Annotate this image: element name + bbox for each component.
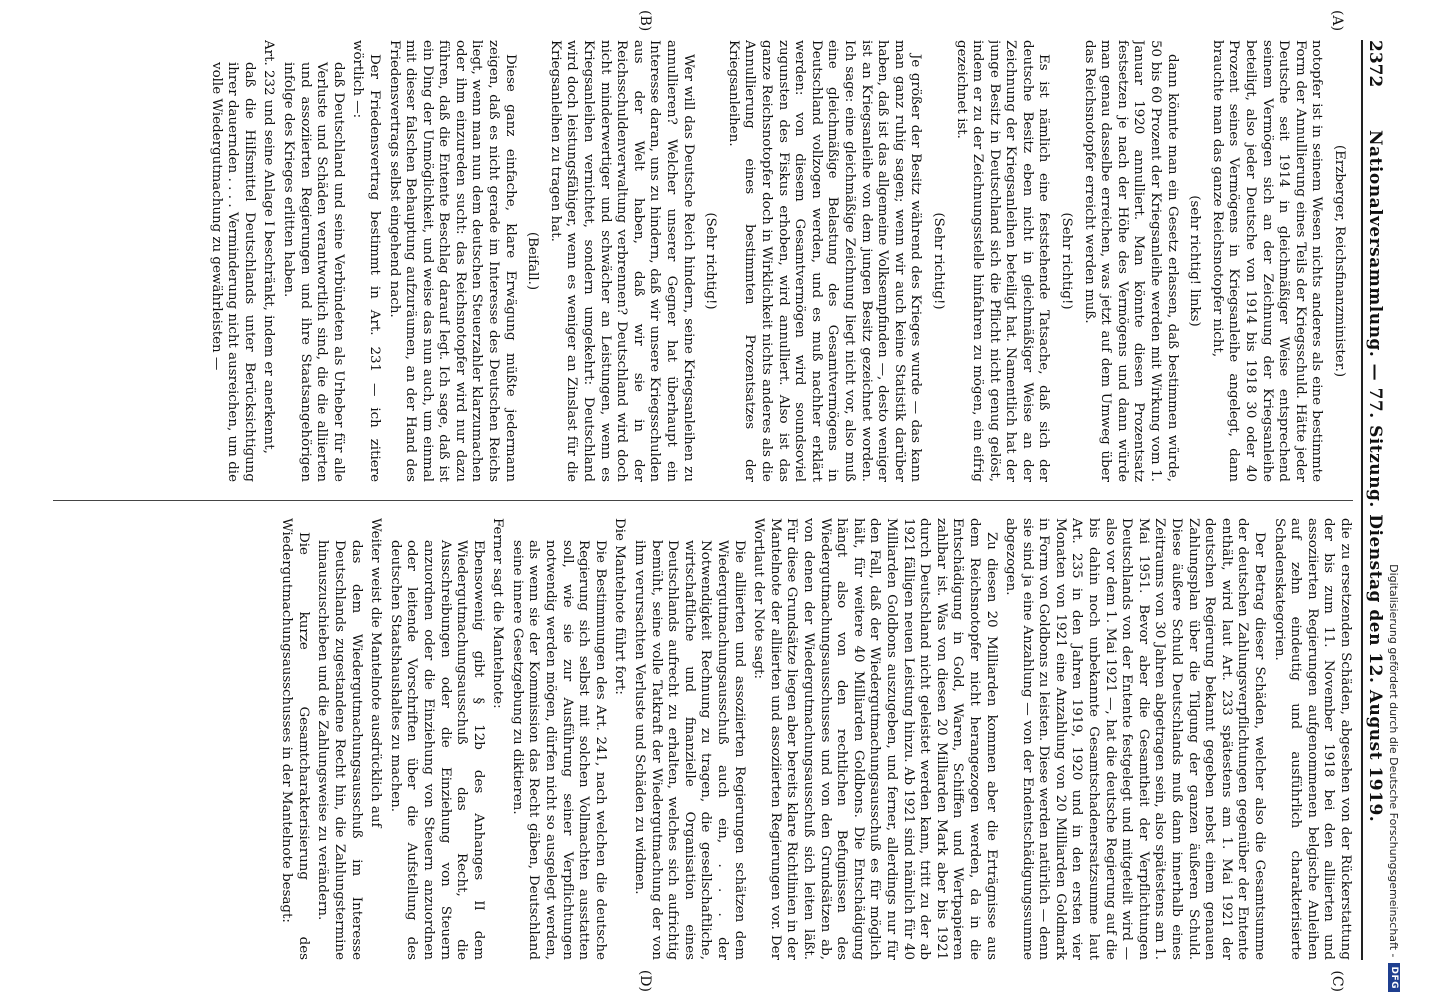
speaker-line: (Erzberger, Reichsfinanzminister.)	[1332, 144, 1347, 378]
paragraph: Diese ganz einfache, klare Erwägung müßte jedermann zeigen, daß es nicht gerade im Interesse des Deutschen Reichs liegt, wenn man nun dem deutschen Steuerzahler klarzumachen oder ihm einzureden sucht: das Reichsnotopfer wird nur dazu führen, daß die Entente Beschlag darauf legt. Ich sage, daß ist ein Ding der Unmöglichkeit, und weise das nun auch, um einmal mit dieser falschen Behauptung aufzuräumen, an der Hand des Friedensvertrags selbst eingehend nach.	[386, 40, 518, 482]
digitization-credit	[1383, 0, 1405, 1000]
interjection: (Beifall.)	[525, 231, 541, 291]
paragraph: Je größer der Besitz während des Krieges wurde — das kann man ganz ruhig sagen; wenn wir auch keine Statistik darüber haben, daß ist das allgemeine Volksempfinden —, desto weniger ist an Kriegsanleihe von dem jungen Besitz gezeichnet worden. Ich sage: eine gleichmäßige Zeichnung liegt nicht vor, also muß eine gleichmäßige Belastung des Gesamtvermögens in Deutschland vollzogen werden, und es muß nachher erklärt werden: von diesem Gesamtvermögen wird soundsoviel zugunsten des Fiskus erhoben, wird annulliert. Also ist das ganze Reichsnotopfer doch in Wirklichkeit nichts anderes als die Annullierung eines bestimmten Prozentsatzes der Kriegsanleihen.	[725, 40, 924, 482]
dfg-logo: DFG	[1388, 963, 1400, 992]
paragraph: Es ist nämlich eine feststehende Tatsache, daß sich der deutsche Besitz eben nicht in gleichmäßiger Weise an der Zeichnung der Kriegsanleihen beteiligt hat. Namentlich hat der junge Besitz in Deutschland sich die Pflicht nicht genug gelöst, indem er zu der Zeichnungsstelle hinfahren zu mögen, ein eifrig gezeichnet ist.	[953, 40, 1052, 482]
interjection: (sehr richtig! links)	[1187, 195, 1203, 327]
paragraph: Der Betrag dieser Schäden, welcher also die Gesamtsumme der deutschen Zahlungsverpflichtungen gegenüber der Entente enthält, wird laut Art. 233 spätestens am 1. Mai 1921 der deutschen Regierung bekannt gegeben nebst einem genauen Zahlungsplan über die Tilgung der ganzen äußeren Schuld. Diese äußere Schuld Deutschlands muß dann innerhalb eines Zeitraums von 30 Jahren abgetragen sein, also spätestens am 1. Mai 1951. Bevor aber die Gesamtheit der Verpflichtungen Deutschlands von der Entente festgelegt und mitgeteilt wird — also vor dem 1. Mai 1921 —, hat die deutsche Regierung auf die bis dahin noch unbekannte Gesamtschadenersatzsumme laut Art. 235 in den Jahren 1919, 1920 und in den ersten vier Monaten von 1921 eine Anzahlung von 20 Milliarden Goldmark in Form von Goldbons zu leisten. Diese werden natürlich — denn sie sind ja eine Anzahlung — von der Endentschädigungssumme abgezogen.	[1003, 518, 1268, 960]
column-divider	[53, 500, 1353, 501]
paragraph: Wer will das Deutsche Reich hindern, seine Kriegsanleihen zu annullieren? Welcher unserer Gegner hat überhaupt ein Interesse daran, uns zu hindern, daß wir unsere Kriegsschulden aus der Welt haben, daß wir sie in der Reichsschuldenverwaltung verbrennen? Deutschland wird doch nicht minderwertiger und schwächer an Leistungen, wenn es Kriegsanleihen vernichtet, sondern umgekehrt: Deutschland wird doch leistungsfähiger, wenn es weniger an Zinslast für die Kriegsanleihen zu tragen hat.	[547, 40, 696, 482]
paragraph: die zu ersetzenden Schäden, abgesehen von der Rückerstattung der bis zum 11. November 1918 bei den alliierten und assoziierten Regierungen aufgenommenen belgische Anleihen auf zehn eindeutig und ausführlich charakterisierte Schadenskategorien.	[1271, 518, 1353, 960]
page-title: Nationalversammlung. — 77. Sitzung. Dienstag den 12. August 1919.	[1365, 130, 1385, 823]
paragraph: notopfer ist in seinem Wesen nichts anderes als eine bestimmte Form der Annullierung eines Teils der Kriegsschuld. Hätte jeder Deutsche seit 1914 in gleichmäßiger Weise entsprechend seinem Vermögen sich an der Zeichnung der Kriegsanleihe beteiligt, also jeder Deutsche von 1914 bis 1918 30 oder 40 Prozent seines Vermögens in Kriegsanleihe angelegt, dann brauchte man das ganze Reichsnotopfer nicht,	[1209, 40, 1325, 482]
paragraph: dann könnte man ein Gesetz erlassen, daß bestimmen würde, 50 bis 60 Prozent der Kriegsanleihe werden mit Wirkung vom 1. Januar 1920 annulliert. Man könnte diesen Prozentsatz festsetzen je nach der Höhe des Vermögens und dann würde man genau dasselbe erreichen, was jetzt auf dem Umweg über das Reichsnotopfer erreicht werden muß.	[1081, 40, 1180, 482]
paragraph: Die Mantelnote führt fort:	[612, 518, 628, 695]
quotation: das dem Wiedergutmachungsausschuß im Interesse Deutschlands zugestandene Recht hin, die Zahlungstermine hinauszuschieben und die Zahlungsweise zu verändern.	[315, 540, 364, 960]
quotation: Ebensowenig gibt § 12b des Anhanges II dem Wiedergutmachungsausschuß das Recht, die Ausschreibungen oder die Einziehung von Steuern anzuordnen oder die Einziehung von Steuern anzuordnen oder leitende Vorschriften über die Aufstellung des deutschen Staatshaushaltes zu machen.	[387, 540, 486, 960]
paragraph: Der Friedensvertrag bestimmt in Art. 231 — ich zitiere wörtlich —:	[350, 40, 382, 482]
interjection: (Sehr richtig!)	[930, 212, 946, 310]
paragraph: Weiter weist die Mantelnote ausdrücklich auf	[368, 518, 384, 828]
quotation: Die Bestimmungen des Art. 241, nach welchen die deutsche Regierung sich selbst mit solchen Vollmachten ausstatten soll, wie sie zur Ausführung seiner Verpflichtungen notwendig werden mögen, dürfen nicht so ausgelegt werden, als wenn sie der Kommission das Recht gäben, Deutschland seine innere Gesetzgebung zu diktieren.	[509, 540, 608, 960]
paragraph: Art. 232 und seine Anlage I beschränkt, indem er anerkennt,	[261, 40, 277, 454]
text-columns	[53, 10, 1353, 992]
paragraph: Ferner sagt die Mantelnote:	[490, 518, 506, 709]
header-rule	[1361, 40, 1363, 960]
credit-text: Digitalisierung gefördert durch die Deutsche Forschungsgemeinschaft -	[1387, 564, 1401, 958]
interjection: (Sehr richtig!)	[1059, 212, 1075, 310]
margin-marker-d: (D)	[637, 969, 653, 992]
margin-marker-c: (C)	[1329, 970, 1345, 992]
quotation: daß Deutschland und seine Verbündeten als Urheber für alle Verluste und Schäden verantwortlich sind, die die alliierten und assoziierten Regierungen und ihre Staatsangehörigen infolge des Krieges erlitten haben.	[280, 62, 346, 482]
page-number: 2372	[1365, 40, 1385, 88]
quotation: daß die Hilfsmittel Deutschlands unter Berücksichtigung ihrer dauernden . . . . Verminderung nicht ausreichen, um die volle Wiedergutmachung zu gewährleisten —	[208, 62, 257, 482]
paragraph: Zu diesen 20 Milliarden kommen aber die Erträgnisse aus dem Reichsnotopfer nicht herangezogen werden, da in die Entschädigung in Gold, Waren, Schiffen und Wertpapieren zahlbar ist. Was von diesen 20 Milliarden Mark aber bis 1921 durch Deutschland nicht geleistet werden kann, tritt zu der ab 1921 fälligen neuen Leistung hinzu. Ab 1921 sind nämlich für 40 Milliarden Goldbons auszugeben, und ferner, allerdings nur für den Fall, daß der Wiedergutmachungsausschuß es für möglich hält, für weitere 40 Milliarden Goldbons. Die Entschädigung hängt also von den rechtlichen Befugnissen des Wiedergutmachungsausschusses und von den Grundsätzen ab, von denen der Wiedergutmachungsausschuß sich leiten läßt. Für diese Grundsätze liegen aber bereits klare Richtlinien in der Mantelnote der alliierten und assoziierten Regierungen vor. Der Wortlaut der Note sagt:	[751, 518, 999, 960]
quotation: Die alliierten und assoziierten Regierungen schätzen dem Wiedergutmachungsausschuß auch ein, . . . der Notwendigkeit Rechnung zu tragen, die gesellschaftliche, wirtschaftliche und finanzielle Organisation eines Deutschlands aufrecht zu erhalten, welches sich aufrichtig bemüht, seine volle Tatkraft der Wiedergutmachung der von ihm verursachten Verluste und Schäden zu widmen.	[632, 540, 747, 960]
right-column	[53, 518, 1353, 960]
margin-marker-a: (A)	[1329, 10, 1345, 32]
paragraph: Die kurze Gesamtcharakterisierung des Wiedergutmachungsausschusses in der Mantelnote besagt:	[279, 518, 311, 960]
document-page	[13, 0, 1403, 1000]
interjection: (Sehr richtig!)	[703, 212, 719, 310]
margin-marker-b: (B)	[637, 10, 653, 32]
left-column	[53, 40, 1353, 482]
